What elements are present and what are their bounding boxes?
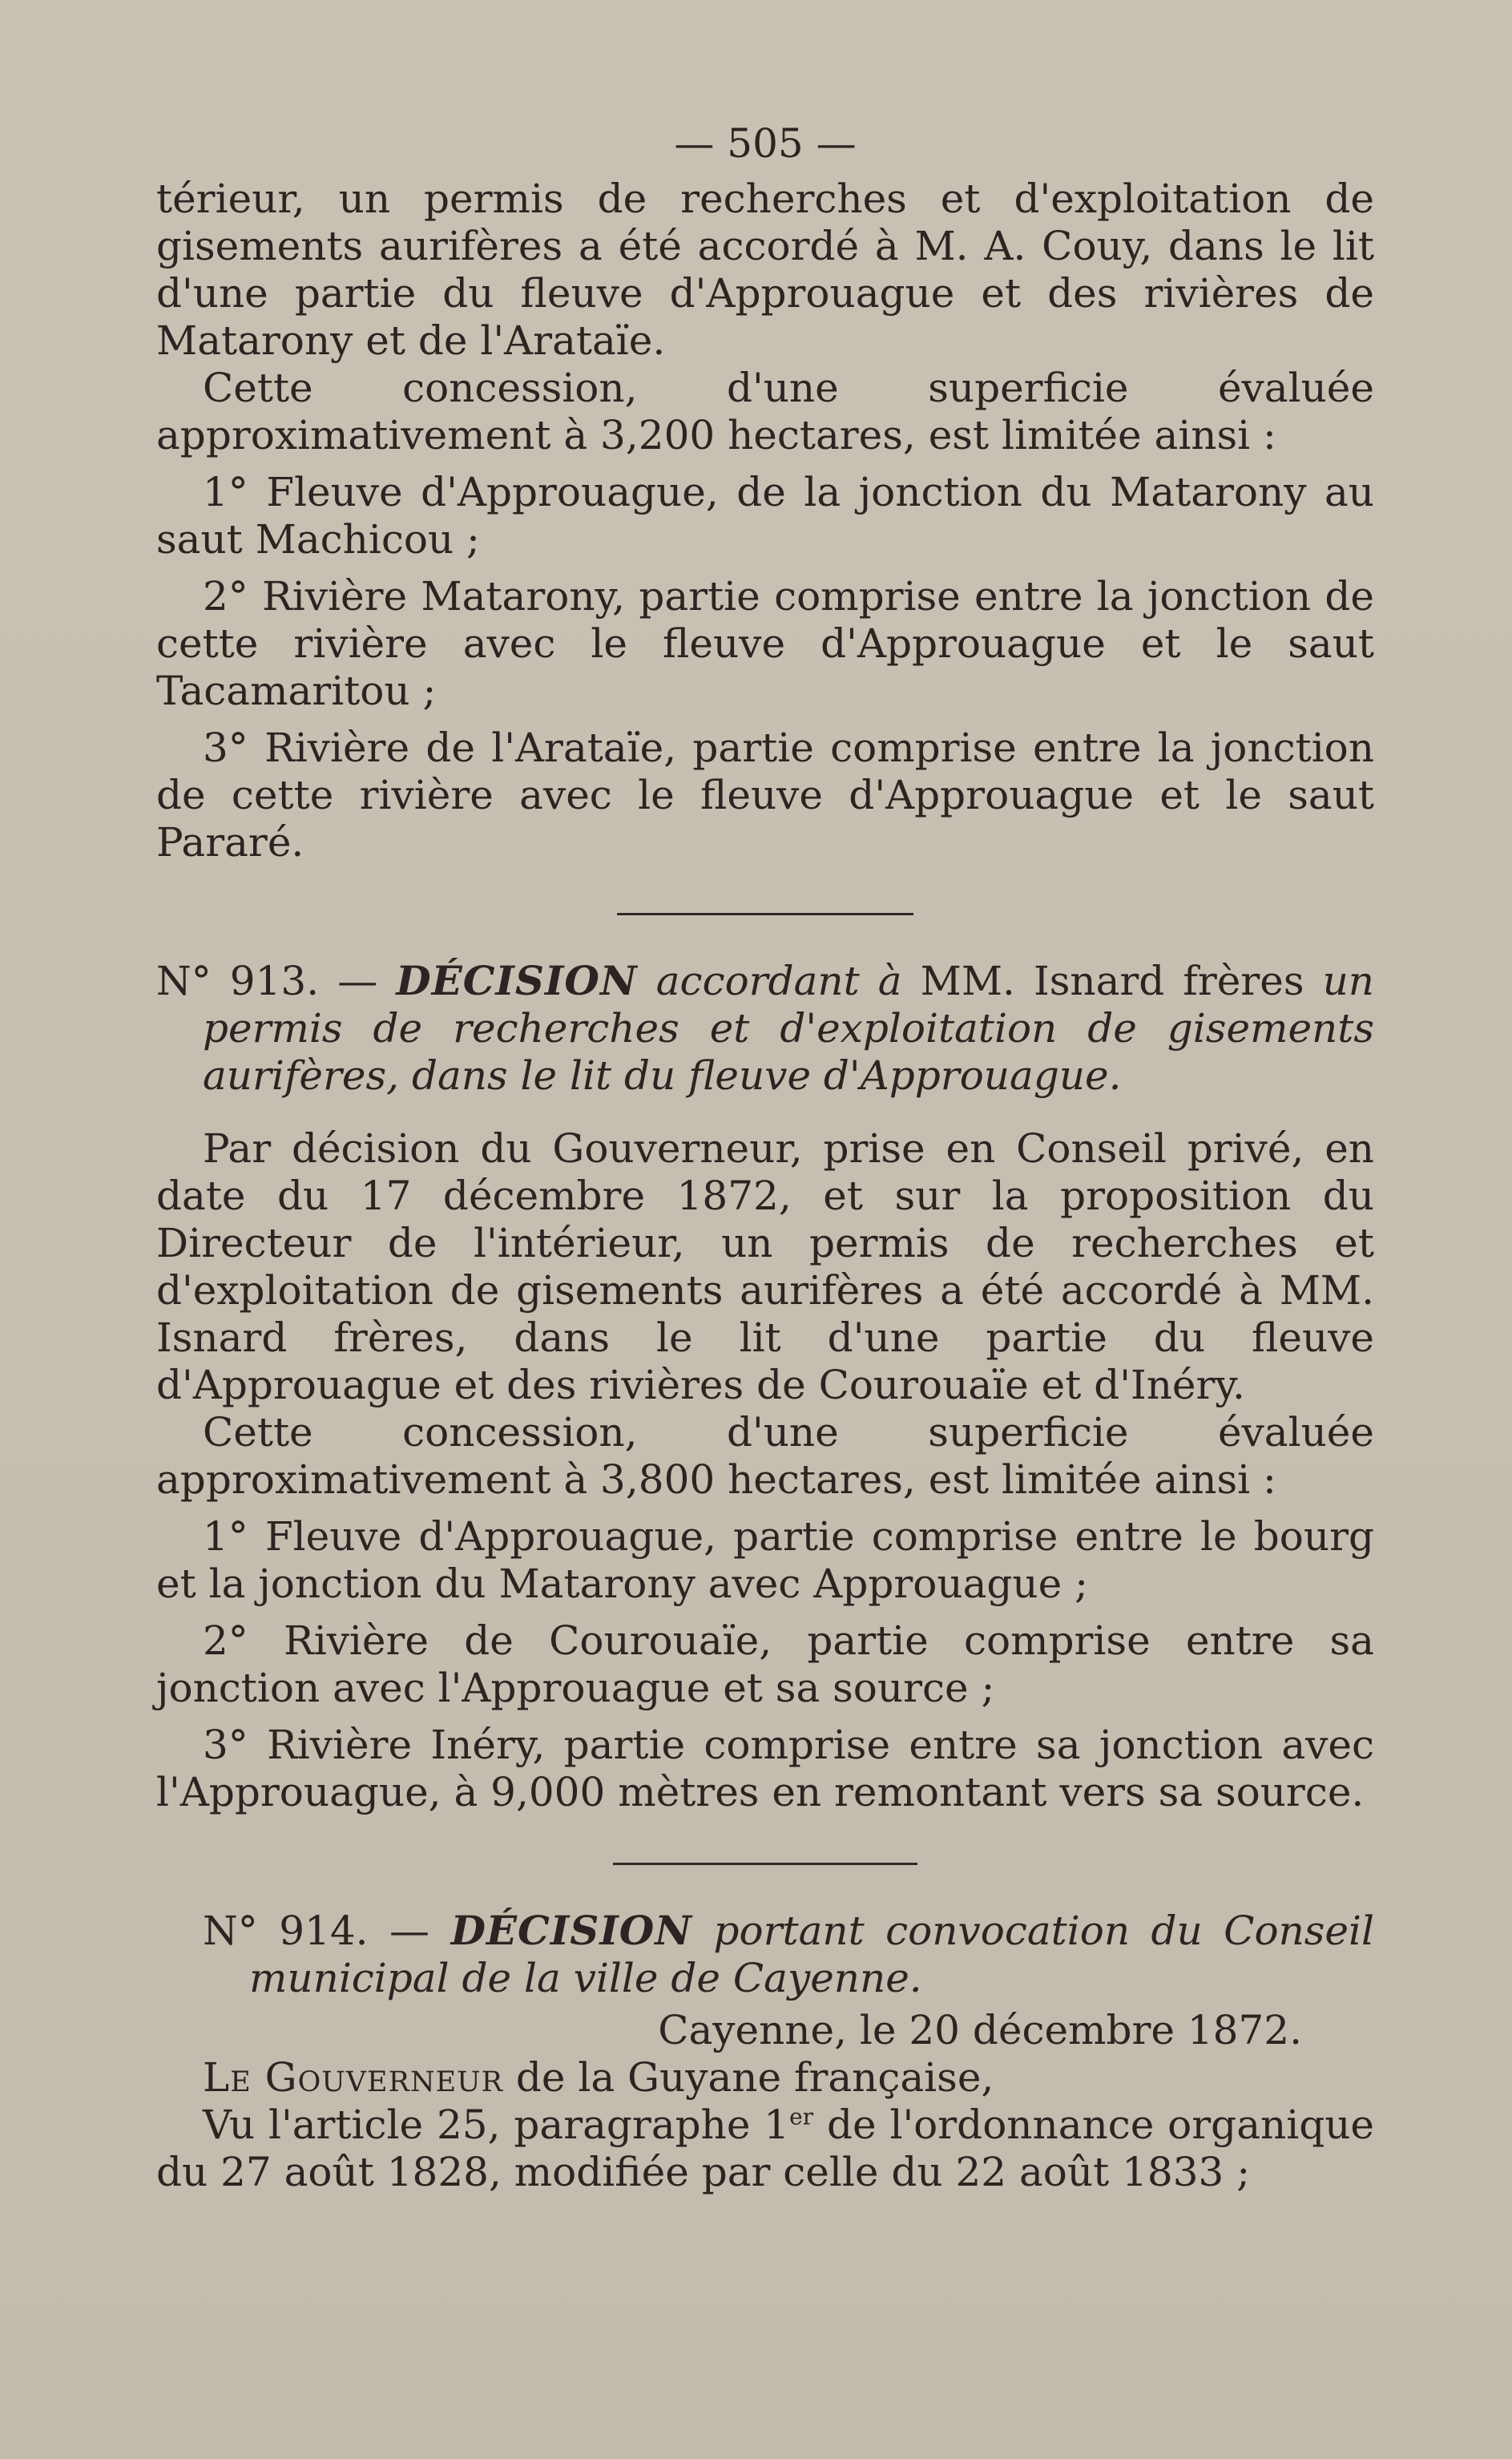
section-914-vu-paragraph <box>156 2102 1374 2196</box>
text-column <box>156 120 1374 2196</box>
vu-text-b: de l'ordonnance organique du 27 août 1828, modifiée par celle du 22 août 1833 ; <box>156 2102 1374 2195</box>
section-914-dateline: Cayenne, le 20 décembre 1872. <box>658 2007 1302 2053</box>
section-913-heading <box>156 957 1374 1100</box>
section-913-paragraph-1: Par décision du Gouverneur, prise en Conseil privé, en date du 17 décembre 1872, et sur la proposition du Directeur de l'intérieur, un permis de recherches et d'exploitation de gisements aurifères a été accordé à MM. Isnard frères, dans le lit d'une partie du fleuve d'Approuague et des rivières de Courouaïe et d'Inéry. <box>156 1125 1374 1408</box>
section-913-list-item-3: 3° Rivière Inéry, partie comprise entre sa jonction avec l'Approuague, à 9,000 mètres en remontant vers sa source. <box>156 1722 1374 1815</box>
section-913-paragraph-2: Cette concession, d'une superficie évaluée approximativement à 3,800 hectares, est limitée ainsi : <box>156 1409 1374 1503</box>
section-divider-1 <box>156 913 1374 915</box>
page-number: — 505 — <box>674 120 857 167</box>
section-913-number: N° 913. — <box>156 958 378 1004</box>
section-914-subtitle: portant convocation du Conseil municipal de la ville de Cayenne. <box>249 1908 1375 2001</box>
section-913-title: DÉCISION <box>396 957 638 1004</box>
intro-list-item-2: 2° Rivière Matarony, partie comprise entre la jonction de cette rivière avec le fleuve d'Approuague et le saut Tacamaritou ; <box>156 573 1374 714</box>
vu-text-a: Vu l'article 25, paragraphe 1 <box>203 2102 790 2148</box>
intro-list-item-1: 1° Fleuve d'Approuague, de la jonction du Matarony au saut Machicou ; <box>156 469 1374 563</box>
vu-superscript: er <box>789 2103 814 2130</box>
intro-paragraph-1: térieur, un permis de recherches et d'exploitation de gisements aurifères a été accordé à M. A. Couy, dans le lit d'une partie du fleuve d'Approuague et des rivières de Matarony et de l'Arataïe. <box>156 176 1374 364</box>
section-913-subtitle-c: un permis de recherches et d'exploitation de gisements aurifères, dans le lit du fleuve d'Approuague. <box>203 958 1374 1099</box>
intro-list-item-3: 3° Rivière de l'Arataïe, partie comprise entre la jonction de cette rivière avec le fleuve d'Approuague et le saut Pararé. <box>156 725 1374 866</box>
section-913-subtitle-b: MM. Isnard frères <box>920 958 1304 1004</box>
section-913-list-item-2: 2° Rivière de Courouaïe, partie comprise entre sa jonction avec l'Approuague et sa source ; <box>156 1617 1374 1711</box>
intro-paragraph-2: Cette concession, d'une superficie évaluée approximativement à 3,200 hectares, est limitée ainsi : <box>156 365 1374 458</box>
section-914-governor-line <box>156 2054 1374 2102</box>
section-divider-2 <box>156 1863 1374 1865</box>
section-913-subtitle-a: accordant à <box>655 958 902 1004</box>
section-913-list-item-1: 1° Fleuve d'Approuague, partie comprise entre le bourg et la jonction du Matarony avec Approuague ; <box>156 1513 1374 1607</box>
section-914-title: DÉCISION <box>450 1907 692 1954</box>
section-914-number: N° 914. — <box>203 1908 430 1954</box>
governor-rest: de la Guyane française, <box>502 2054 994 2101</box>
governor-smallcaps: Le Gouverneur <box>203 2054 503 2101</box>
section-914-heading <box>156 1907 1374 2002</box>
